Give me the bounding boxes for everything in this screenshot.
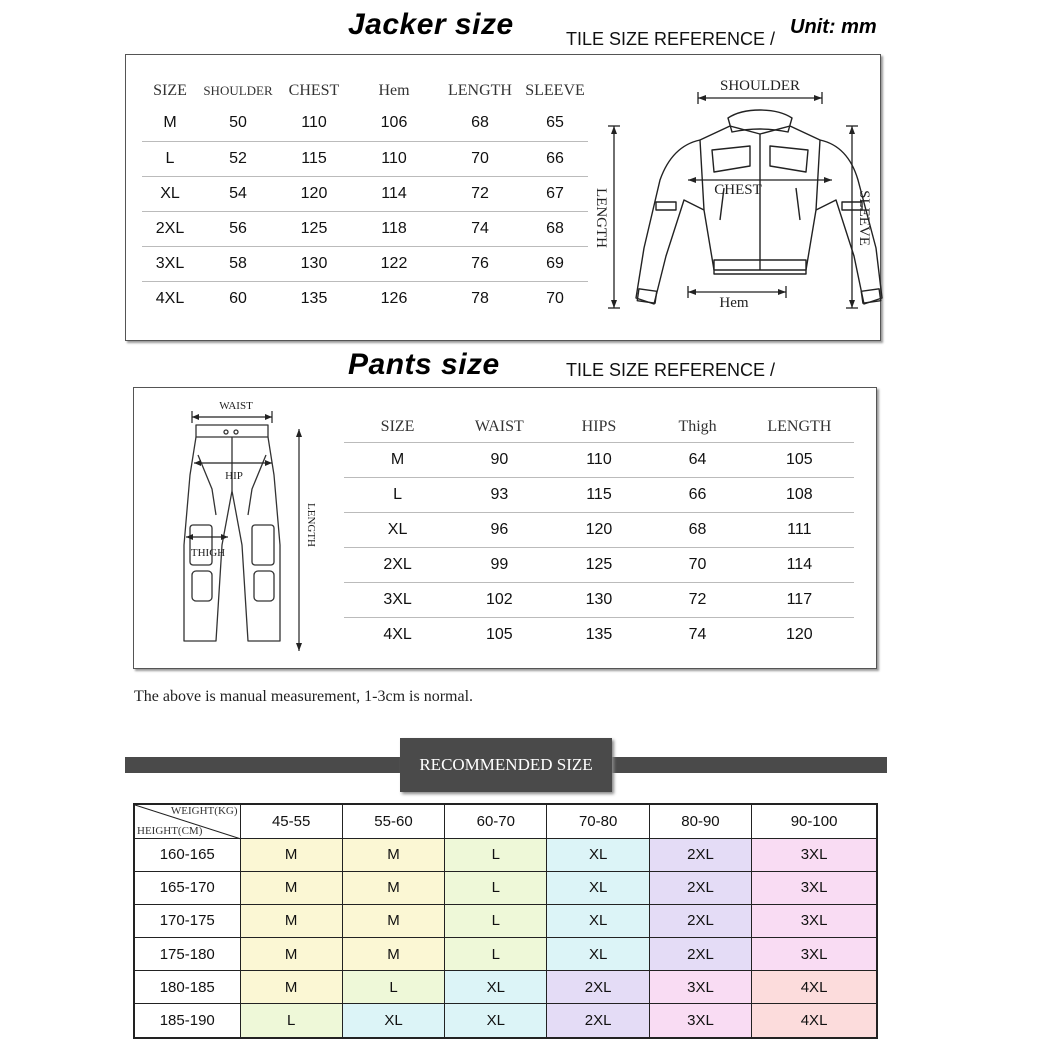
pants-cell: XL bbox=[344, 512, 451, 547]
jacket-cell: 125 bbox=[278, 211, 350, 246]
jacket-cell: 70 bbox=[438, 141, 522, 176]
pants-header-1: WAIST bbox=[451, 412, 547, 442]
jacket-cell: 122 bbox=[350, 246, 438, 281]
rec-size-cell: M bbox=[240, 838, 342, 871]
rec-size-cell: 2XL bbox=[649, 838, 751, 871]
pants-row bbox=[344, 547, 854, 582]
jacket-cell: 106 bbox=[380, 114, 408, 132]
jacket-cell: 68 bbox=[522, 211, 588, 246]
pants-cell: 110 bbox=[586, 450, 612, 468]
rec-size-cell: 4XL bbox=[752, 971, 877, 1004]
jacket-cell: 114 bbox=[350, 176, 438, 211]
recommended-size-table bbox=[133, 803, 878, 1039]
rec-weight-header: 60-70 bbox=[445, 804, 547, 838]
jacket-size-table bbox=[142, 76, 588, 316]
rec-height-cell: 175-180 bbox=[134, 938, 240, 971]
pants-cell: 102 bbox=[451, 582, 547, 617]
pants-cell: 3XL bbox=[344, 582, 451, 617]
jacket-row bbox=[142, 106, 588, 141]
rec-size-cell: 2XL bbox=[649, 871, 751, 904]
rec-row bbox=[134, 1004, 877, 1038]
jacket-cell: 3XL bbox=[142, 246, 198, 281]
rec-weight-header: 80-90 bbox=[649, 804, 751, 838]
jacket-row bbox=[142, 281, 588, 316]
rec-size-cell: 2XL bbox=[547, 1004, 649, 1038]
pants-cell: 2XL bbox=[344, 547, 451, 582]
pants-cell: 125 bbox=[548, 547, 651, 582]
jacket-cell: M bbox=[163, 114, 177, 132]
jacket-diagram bbox=[593, 70, 880, 320]
jacket-row bbox=[142, 211, 588, 246]
rec-size-cell: 4XL bbox=[752, 1004, 877, 1038]
jacket-cell: 68 bbox=[471, 114, 489, 132]
rec-size-cell: XL bbox=[547, 871, 649, 904]
pants-length-label: LENGTH bbox=[305, 503, 317, 547]
jacket-hem-label: Hem bbox=[719, 295, 749, 311]
pants-row bbox=[344, 582, 854, 617]
rec-size-cell: 2XL bbox=[649, 904, 751, 937]
pants-size-table bbox=[344, 412, 854, 652]
measurement-note: The above is manual measurement, 1-3cm is normal. bbox=[134, 688, 474, 705]
pants-title: Pants size bbox=[348, 348, 500, 381]
pants-cell: 130 bbox=[548, 582, 651, 617]
jacket-cell: XL bbox=[142, 176, 198, 211]
rec-size-cell: 3XL bbox=[752, 938, 877, 971]
pants-cell: 108 bbox=[745, 477, 854, 512]
pants-cell: 4XL bbox=[344, 617, 451, 652]
rec-size-cell: M bbox=[240, 971, 342, 1004]
jacket-length-label: LENGTH bbox=[593, 188, 609, 248]
pants-row bbox=[344, 512, 854, 547]
jacket-header-3: Hem bbox=[378, 82, 410, 99]
jacket-cell: 56 bbox=[198, 211, 278, 246]
jacket-ref-label: TILE SIZE REFERENCE / bbox=[566, 29, 776, 49]
jacket-cell: 69 bbox=[522, 246, 588, 281]
pants-cell: 111 bbox=[745, 512, 854, 547]
rec-corner-height: HEIGHT(CM) bbox=[137, 824, 203, 837]
rec-size-cell: 3XL bbox=[649, 1004, 751, 1038]
jacket-title: Jacker size bbox=[348, 8, 514, 41]
jacket-cell: 126 bbox=[350, 281, 438, 316]
jacket-cell: 118 bbox=[350, 211, 438, 246]
pants-cell: 99 bbox=[451, 547, 547, 582]
jacket-row bbox=[142, 246, 588, 281]
rec-row bbox=[134, 971, 877, 1004]
recommended-title: RECOMMENDED SIZE bbox=[400, 738, 612, 792]
rec-corner-weight: WEIGHT(KG) bbox=[170, 805, 238, 817]
pants-thigh-label: THIGH bbox=[190, 547, 226, 559]
jacket-sleeve-label: SLEEVE bbox=[856, 190, 872, 246]
pants-cell: 105 bbox=[451, 617, 547, 652]
pants-cell: 72 bbox=[650, 582, 744, 617]
rec-size-cell: 2XL bbox=[649, 938, 751, 971]
rec-row bbox=[134, 904, 877, 937]
jacket-cell: 58 bbox=[198, 246, 278, 281]
jacket-cell: 2XL bbox=[142, 211, 198, 246]
jacket-cell: 110 bbox=[301, 114, 327, 132]
pants-illustration bbox=[184, 425, 280, 641]
pants-cell: 120 bbox=[745, 617, 854, 652]
rec-weight-header: 45-55 bbox=[240, 804, 342, 838]
rec-row bbox=[134, 938, 877, 971]
pants-cell: 135 bbox=[548, 617, 651, 652]
rec-height-cell: 165-170 bbox=[134, 871, 240, 904]
jacket-cell: 50 bbox=[229, 114, 247, 132]
pants-cell: 70 bbox=[650, 547, 744, 582]
jacket-cell: 78 bbox=[438, 281, 522, 316]
rec-size-cell: M bbox=[240, 904, 342, 937]
rec-size-cell: XL bbox=[342, 1004, 444, 1038]
pants-hip-label: HIP bbox=[225, 470, 243, 482]
rec-size-cell: M bbox=[240, 938, 342, 971]
pants-diagram bbox=[150, 395, 330, 660]
rec-size-cell: L bbox=[240, 1004, 342, 1038]
rec-size-cell: 3XL bbox=[752, 871, 877, 904]
pants-cell: 68 bbox=[650, 512, 744, 547]
rec-size-cell: L bbox=[445, 938, 547, 971]
rec-size-cell: 2XL bbox=[547, 971, 649, 1004]
rec-weight-header: 55-60 bbox=[342, 804, 444, 838]
jacket-illustration bbox=[636, 110, 882, 304]
rec-height-cell: 180-185 bbox=[134, 971, 240, 1004]
jacket-chest-label: CHEST bbox=[714, 182, 762, 198]
rec-row bbox=[134, 838, 877, 871]
pants-cell: 66 bbox=[650, 477, 744, 512]
pants-row bbox=[344, 477, 854, 512]
rec-size-cell: M bbox=[342, 871, 444, 904]
rec-size-cell: L bbox=[342, 971, 444, 1004]
rec-height-cell: 185-190 bbox=[134, 1004, 240, 1038]
jacket-cell: L bbox=[142, 141, 198, 176]
jacket-cell: 76 bbox=[438, 246, 522, 281]
jacket-header-2: CHEST bbox=[288, 82, 340, 99]
jacket-row bbox=[142, 141, 588, 176]
rec-row bbox=[134, 871, 877, 904]
jacket-cell: 110 bbox=[350, 141, 438, 176]
pants-ref-label: TILE SIZE REFERENCE / bbox=[566, 360, 776, 380]
jacket-cell: 66 bbox=[522, 141, 588, 176]
jacket-cell: 60 bbox=[198, 281, 278, 316]
pants-cell: 115 bbox=[548, 477, 651, 512]
rec-size-cell: 3XL bbox=[752, 838, 877, 871]
rec-size-cell: M bbox=[342, 904, 444, 937]
jacket-cell: 67 bbox=[522, 176, 588, 211]
jacket-header-5: SLEEVE bbox=[525, 82, 585, 99]
pants-cell: 93 bbox=[451, 477, 547, 512]
rec-size-cell: 3XL bbox=[752, 904, 877, 937]
jacket-cell: 130 bbox=[278, 246, 350, 281]
jacket-cell: 52 bbox=[198, 141, 278, 176]
pants-cell: 120 bbox=[548, 512, 651, 547]
pants-header-4: LENGTH bbox=[745, 412, 854, 442]
jacket-cell: 4XL bbox=[142, 281, 198, 316]
pants-cell: 114 bbox=[745, 547, 854, 582]
rec-size-cell: XL bbox=[445, 971, 547, 1004]
pants-cell: 117 bbox=[745, 582, 854, 617]
rec-size-cell: XL bbox=[547, 838, 649, 871]
pants-cell: 74 bbox=[650, 617, 744, 652]
jacket-cell: 135 bbox=[278, 281, 350, 316]
unit-label: Unit: mm bbox=[790, 16, 877, 38]
pants-header-3: Thigh bbox=[650, 412, 744, 442]
pants-header-0: SIZE bbox=[344, 412, 451, 442]
jacket-cell: 115 bbox=[278, 141, 350, 176]
rec-size-cell: L bbox=[445, 904, 547, 937]
jacket-header-4: LENGTH bbox=[448, 82, 512, 99]
jacket-cell: 72 bbox=[438, 176, 522, 211]
pants-cell: L bbox=[344, 477, 451, 512]
rec-size-cell: L bbox=[445, 838, 547, 871]
jacket-cell: 74 bbox=[438, 211, 522, 246]
rec-size-cell: XL bbox=[445, 1004, 547, 1038]
rec-weight-header: 70-80 bbox=[547, 804, 649, 838]
pants-row bbox=[344, 617, 854, 652]
rec-size-cell: M bbox=[342, 838, 444, 871]
jacket-header-1: SHOULDER bbox=[203, 83, 273, 98]
rec-size-cell: XL bbox=[547, 938, 649, 971]
pants-cell: 105 bbox=[785, 450, 813, 468]
pants-cell: 64 bbox=[688, 450, 707, 468]
jacket-cell: 65 bbox=[546, 114, 564, 132]
rec-size-cell: M bbox=[240, 871, 342, 904]
rec-corner-cell bbox=[134, 804, 240, 838]
rec-size-cell: L bbox=[445, 871, 547, 904]
pants-cell: 90 bbox=[490, 450, 509, 468]
rec-size-cell: 3XL bbox=[649, 971, 751, 1004]
rec-size-cell: M bbox=[342, 938, 444, 971]
pants-cell: M bbox=[390, 450, 405, 468]
pants-header-2: HIPS bbox=[548, 412, 651, 442]
jacket-cell: 70 bbox=[522, 281, 588, 316]
pants-waist-label: WAIST bbox=[219, 400, 253, 412]
jacket-shoulder-label: SHOULDER bbox=[719, 78, 801, 94]
jacket-header-0: SIZE bbox=[153, 82, 187, 99]
jacket-row bbox=[142, 176, 588, 211]
rec-size-cell: XL bbox=[547, 904, 649, 937]
jacket-cell: 120 bbox=[278, 176, 350, 211]
pants-row bbox=[344, 442, 854, 477]
rec-height-cell: 160-165 bbox=[134, 838, 240, 871]
jacket-cell: 54 bbox=[198, 176, 278, 211]
rec-height-cell: 170-175 bbox=[134, 904, 240, 937]
rec-weight-header: 90-100 bbox=[752, 804, 877, 838]
pants-cell: 96 bbox=[451, 512, 547, 547]
